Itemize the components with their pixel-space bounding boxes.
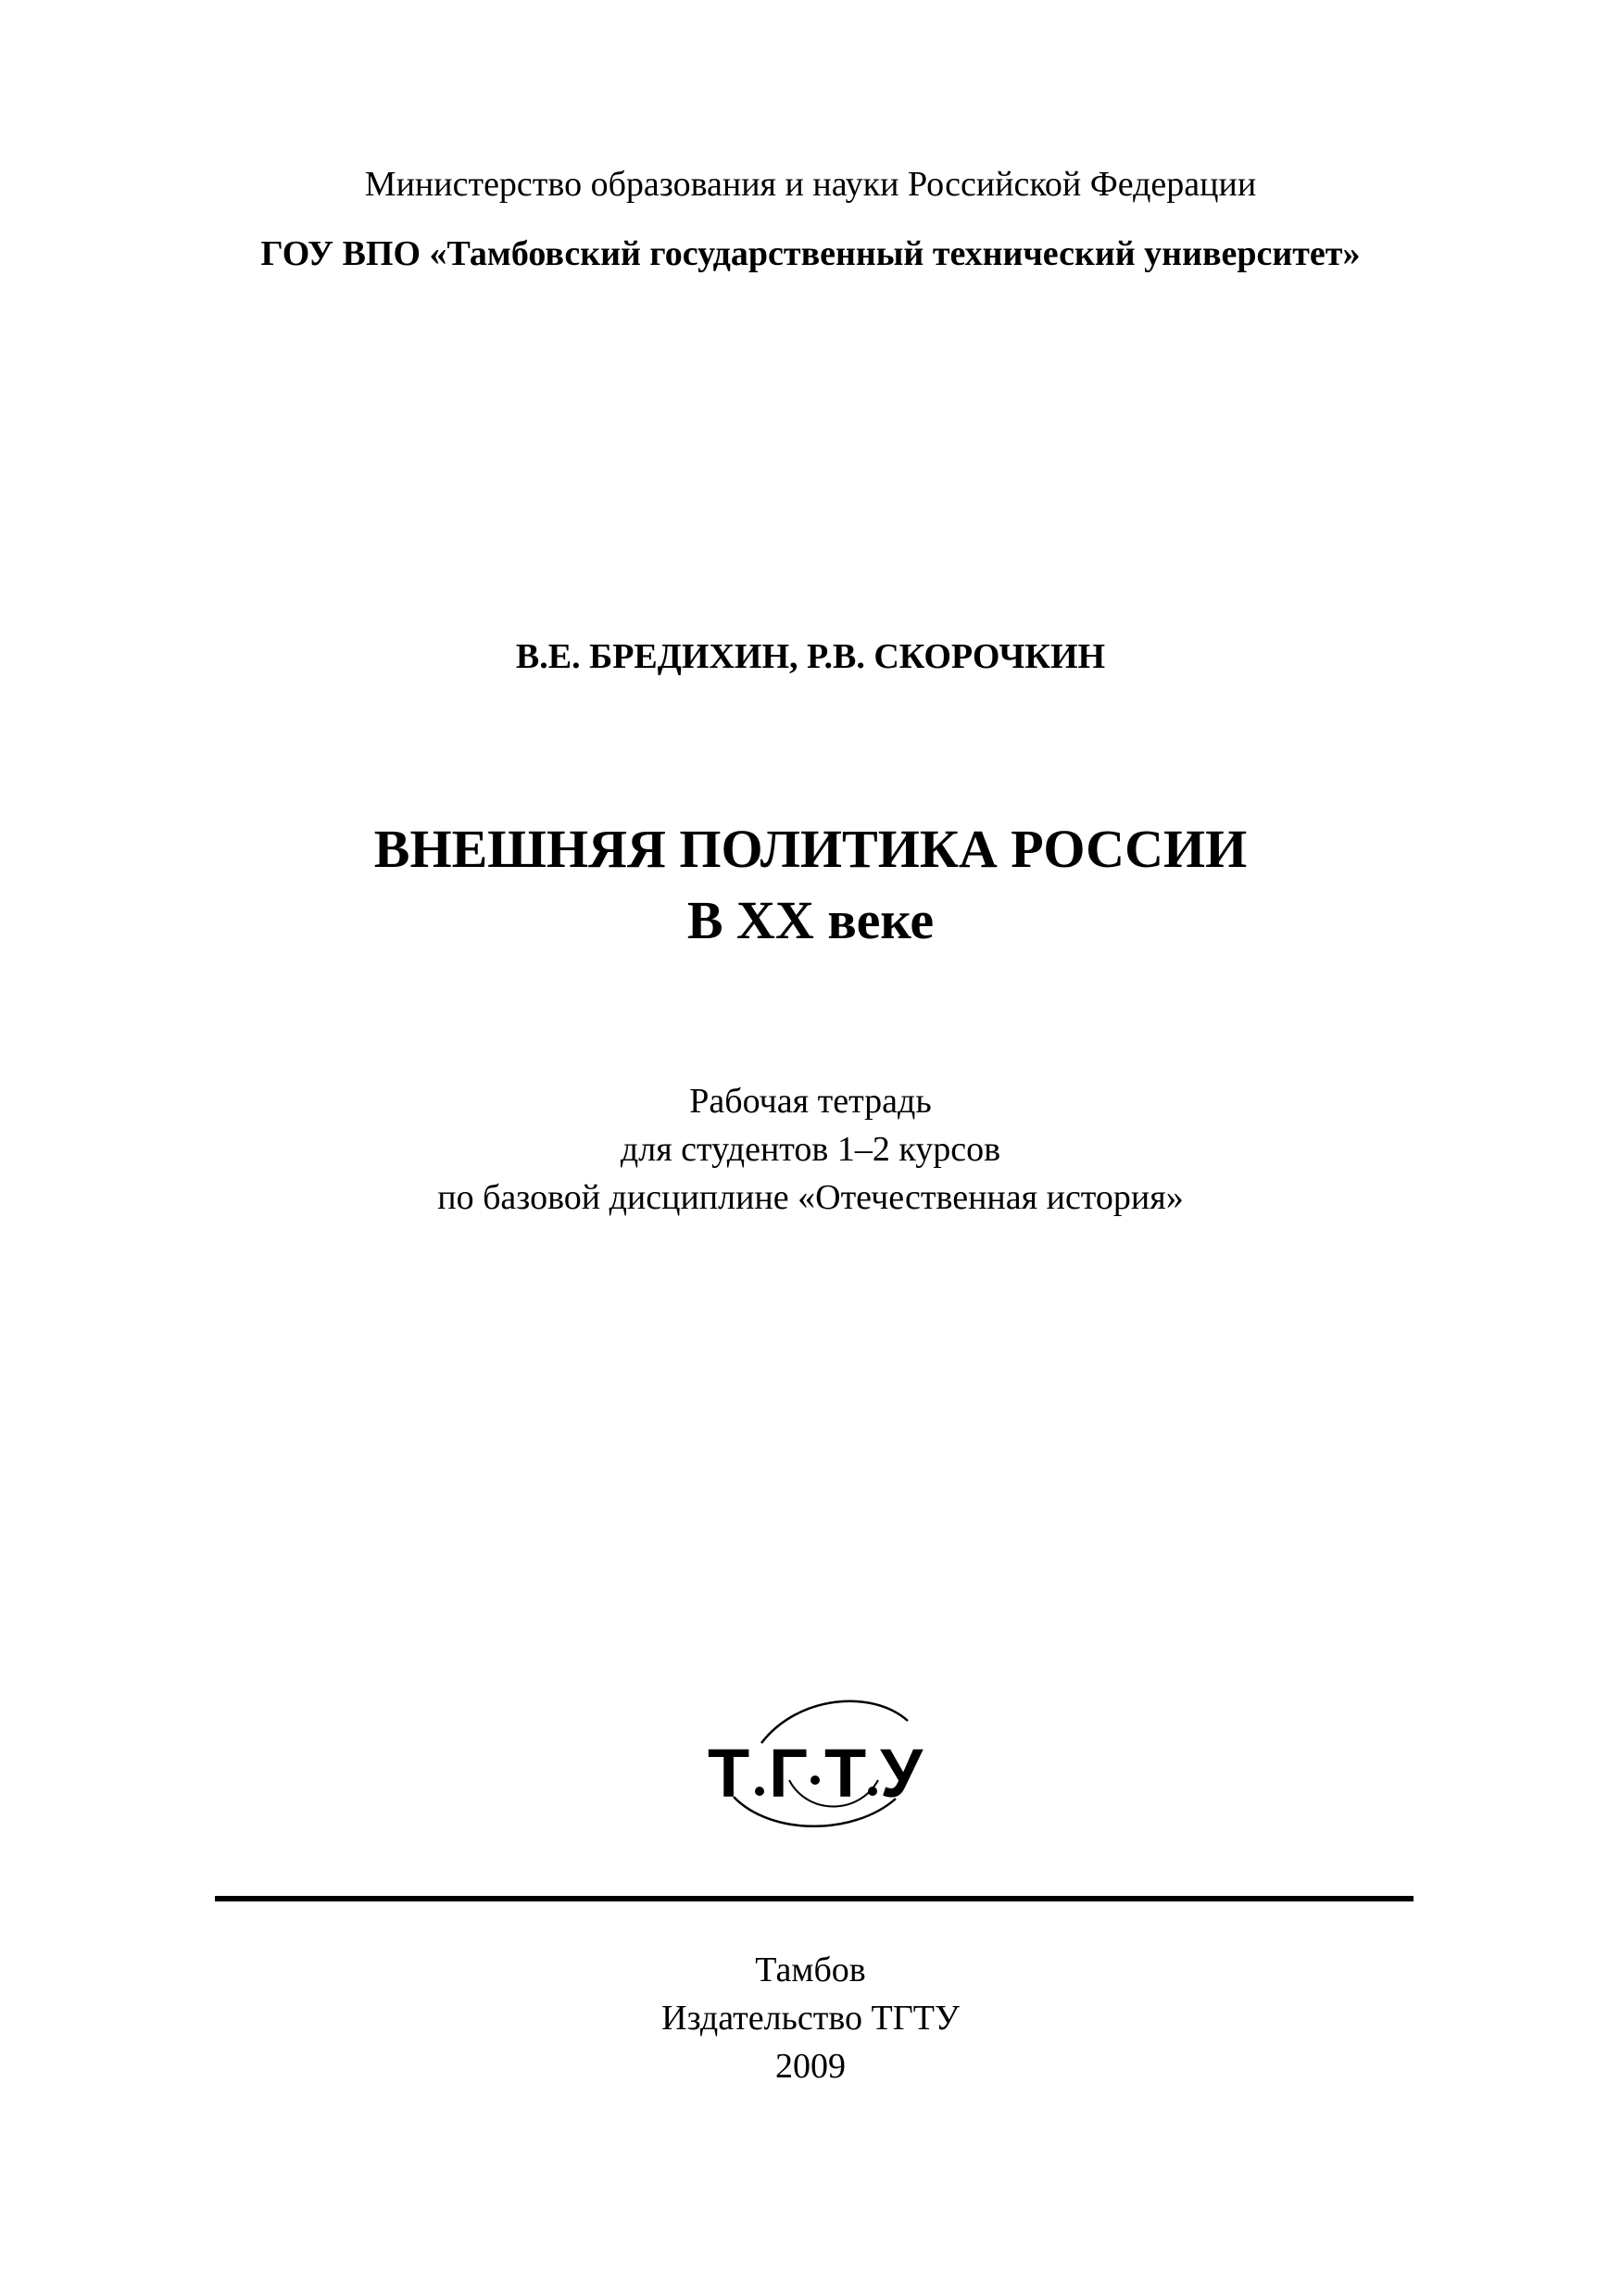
horizontal-rule — [215, 1896, 1414, 1901]
logo-letter: Т — [708, 1735, 750, 1812]
imprint-publisher: Издательство ТГТУ — [661, 1999, 960, 2038]
imprint-year: 2009 — [775, 2047, 846, 2086]
subtitle-line-1: Рабочая тетрадь — [689, 1082, 932, 1121]
logo-letter: Т — [824, 1735, 867, 1812]
tgtu-logo-icon — [697, 1676, 937, 1834]
authors: В.Е. БРЕДИХИН, Р.В. СКОРОЧКИН — [515, 637, 1106, 676]
imprint-city: Тамбов — [755, 1951, 866, 1989]
subtitle-line-3: по базовой дисциплине «Отечественная история» — [437, 1178, 1184, 1217]
title-line-2: В XX веке — [686, 890, 935, 950]
logo-letter: У — [880, 1735, 924, 1812]
logo-letter: Г — [769, 1735, 808, 1812]
university-line: ГОУ ВПО «Тамбовский государственный технический университет» — [260, 234, 1361, 273]
title-line-1: ВНЕШНЯЯ ПОЛИТИКА РОССИИ — [373, 819, 1248, 879]
subtitle-line-2: для студентов 1–2 курсов — [620, 1130, 1001, 1169]
ministry-line: Министерство образования и науки Российской Федерации — [364, 165, 1257, 204]
